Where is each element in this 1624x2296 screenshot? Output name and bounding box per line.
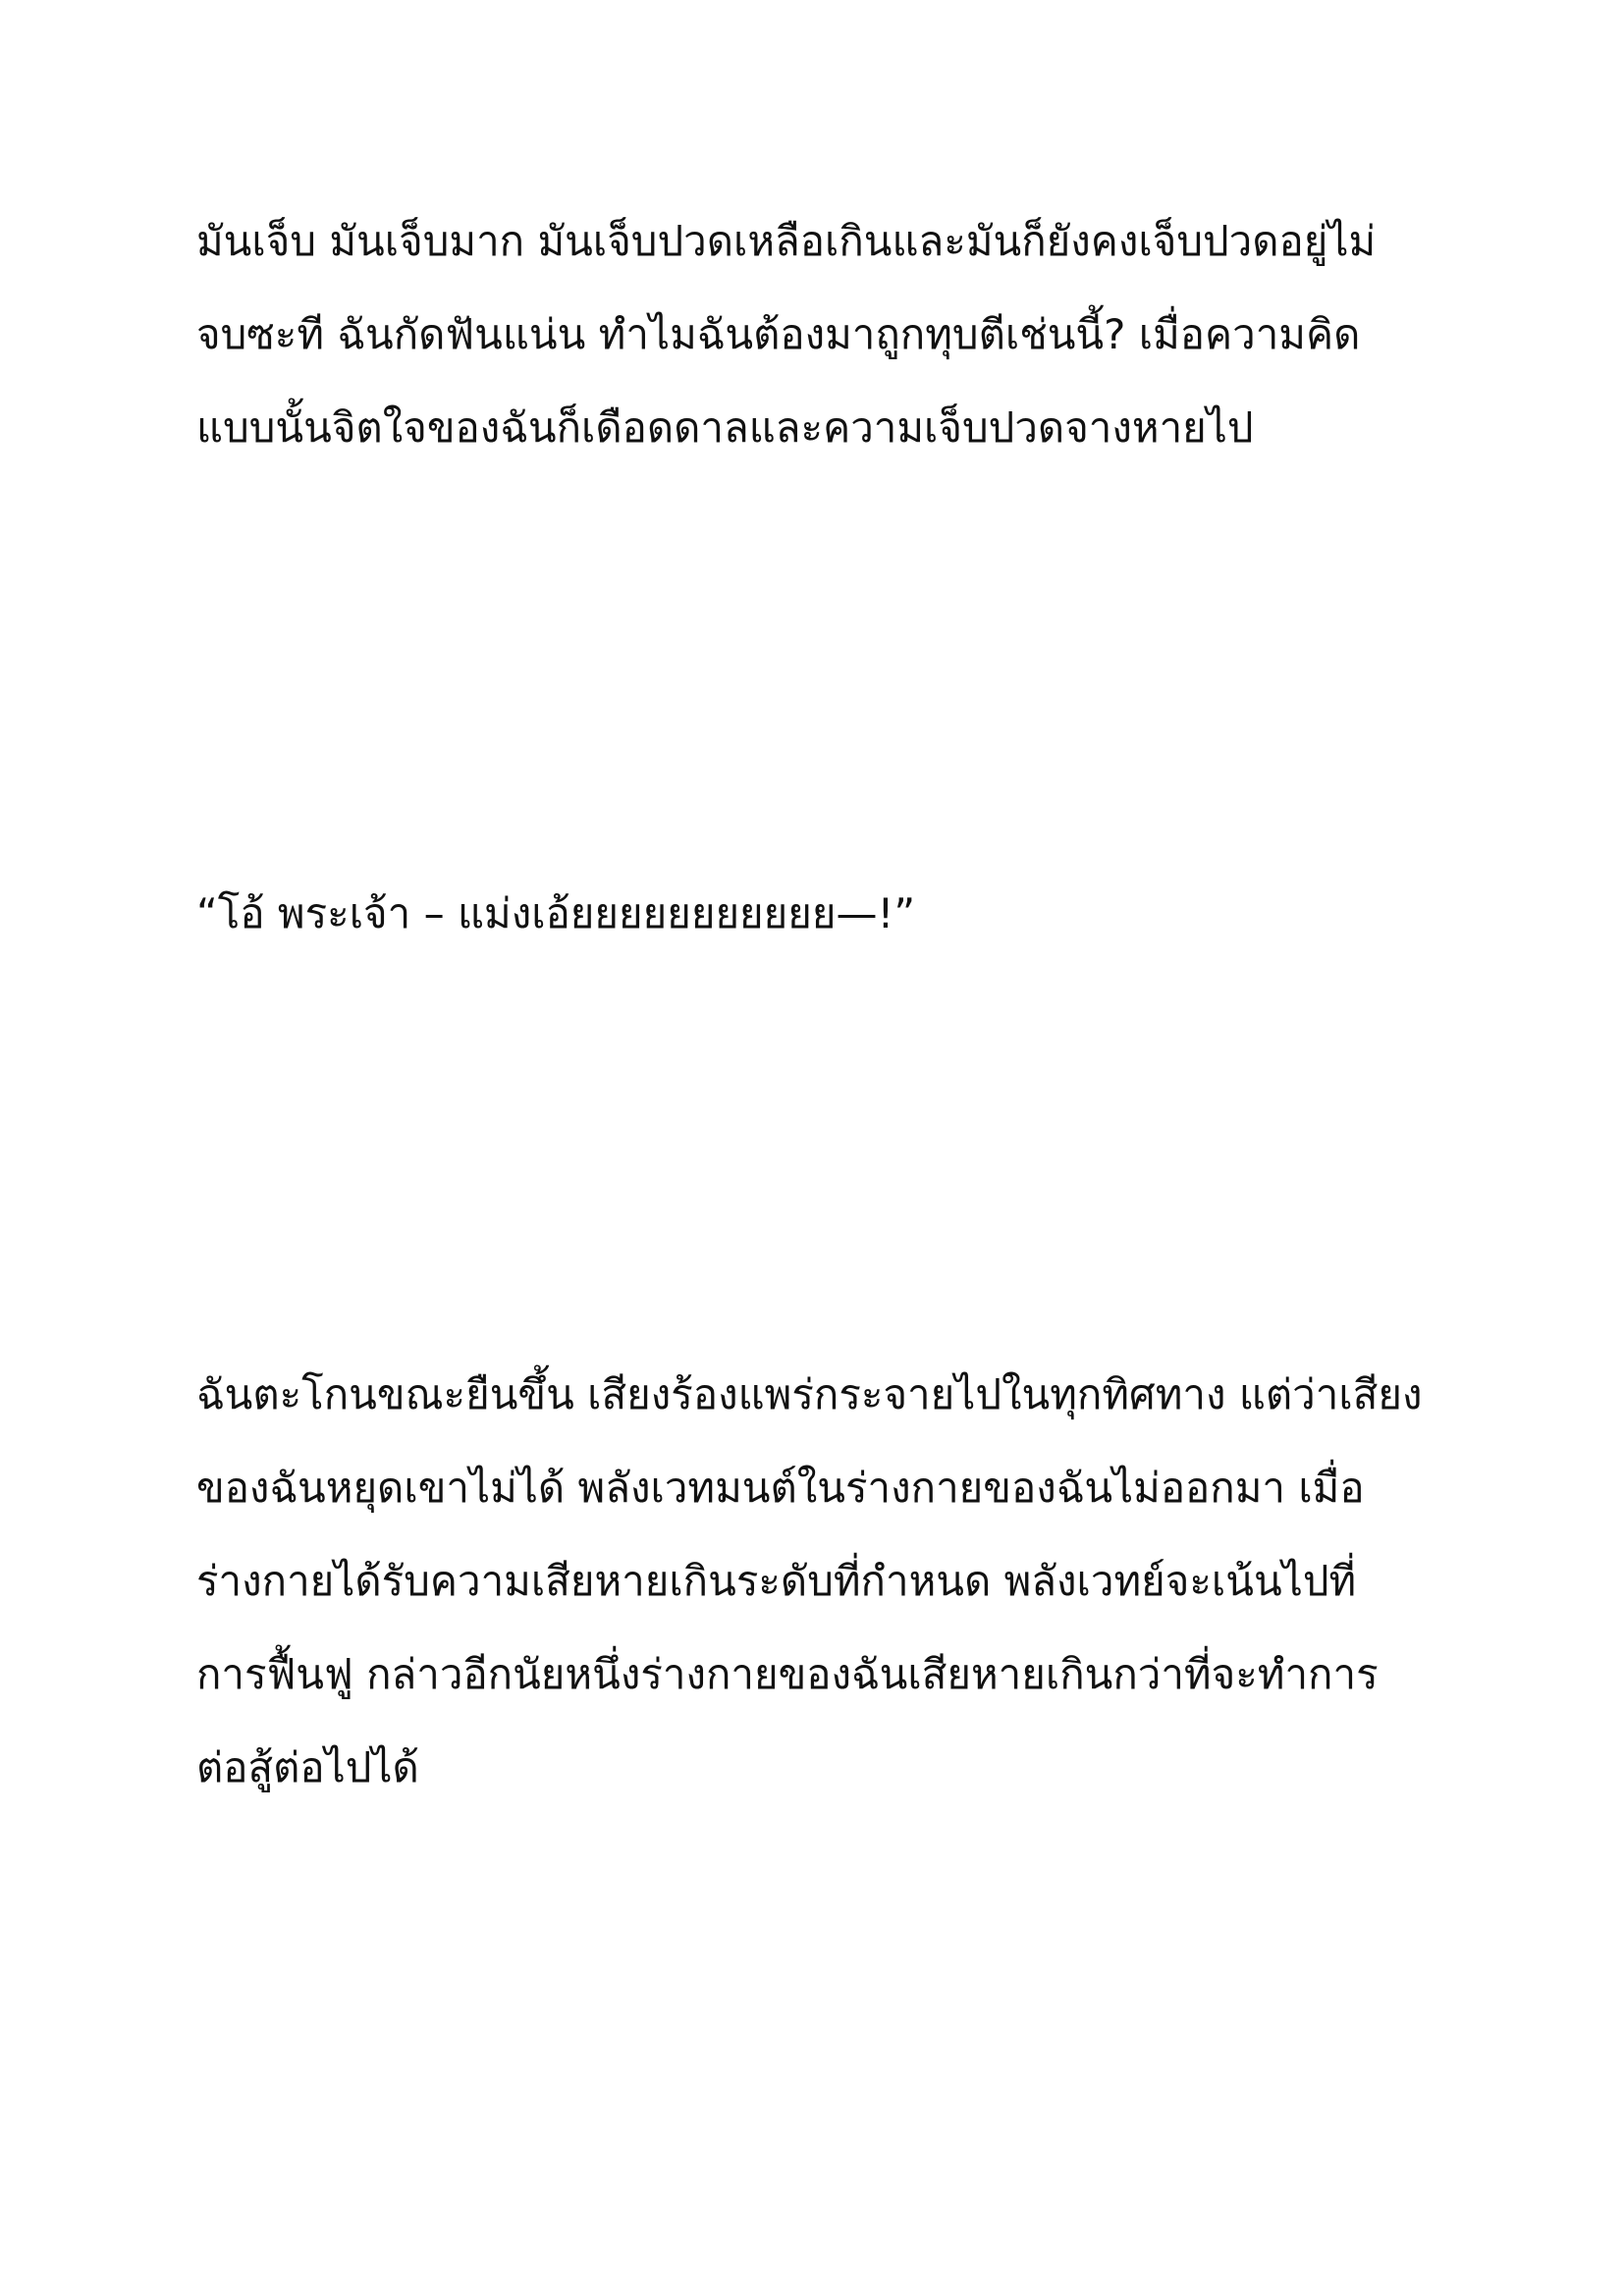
paragraph-2-line-1: ฉันตะโกนขณะยืนขึ้น เสียงร้องแพร่กระจายไปในทุกทิศทาง แต่ว่าเสียง xyxy=(196,1370,1423,1418)
paragraph-2-line-4: การฟื้นฟู กล่าวอีกนัยหนึ่งร่างกายของฉันเสียหายเกินกว่าที่จะทำการ xyxy=(196,1650,1379,1698)
paragraph-2-line-2: ของฉันหยุดเขาไม่ได้ พลังเวทมนต์ในร่างกายของฉันไม่ออกมา เมื่อ xyxy=(196,1464,1365,1512)
paragraph-1-line-1: มันเจ็บ มันเจ็บมาก มันเจ็บปวดเหลือเกินและมันก็ยังคงเจ็บปวดอยู่ไม่ xyxy=(196,217,1377,265)
paragraph-1-line-3: แบบนั้นจิตใจของฉันก็เดือดดาลและความเจ็บปวดจางหายไป xyxy=(196,403,1254,452)
paragraph-2-line-3: ร่างกายได้รับความเสียหายเกินระดับที่กำหนด พลังเวทย์จะเน้นไปที่ xyxy=(196,1557,1357,1605)
paragraph-2-line-5: ต่อสู้ต่อไปได้ xyxy=(196,1743,419,1791)
paragraph-1-line-2: จบซะที ฉันกัดฟันแน่น ทำไมฉันต้องมาถูกทุบตีเช่นนี้? เมื่อความคิด xyxy=(196,310,1361,358)
quote-line: “โอ้ พระเจ้า – แม่งเอ้ยยยยยยยยยยย—!” xyxy=(196,889,916,937)
